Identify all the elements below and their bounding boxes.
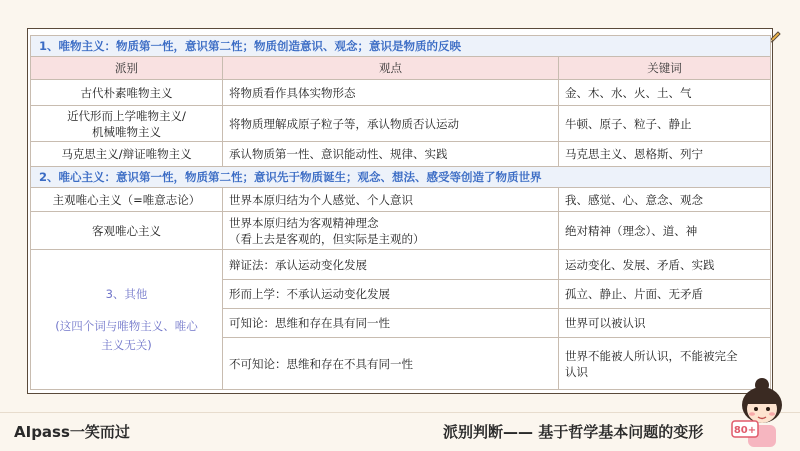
other-category-cell bbox=[31, 250, 223, 390]
view-line-2: （看上去是客观的，但实际是主观的） bbox=[229, 231, 425, 246]
philosophy-schools-table bbox=[30, 35, 771, 390]
school-cell: 主观唯心主义（=唯意志论） bbox=[31, 188, 223, 212]
table-row bbox=[31, 142, 771, 167]
view-cell bbox=[223, 212, 559, 250]
mascot-girl-icon bbox=[730, 375, 794, 447]
table-row bbox=[31, 80, 771, 106]
school-cell: 古代朴素唯物主义 bbox=[31, 80, 223, 106]
view-cell: 将物质理解成原子粒子等，承认物质否认运动 bbox=[223, 106, 559, 142]
keywords-line-1: 世界不能被人所认识，不能被完全 bbox=[565, 348, 738, 363]
table-row bbox=[31, 250, 771, 280]
keywords-cell: 孤立、静止、片面、无矛盾 bbox=[559, 280, 771, 309]
header-view: 观点 bbox=[223, 57, 559, 80]
table-row bbox=[31, 188, 771, 212]
keywords-cell: 金、木、水、火、土、气 bbox=[559, 80, 771, 106]
keywords-cell: 牛顿、原子、粒子、静止 bbox=[559, 106, 771, 142]
view-cell: 辩证法：承认运动变化发展 bbox=[223, 250, 559, 280]
section-materialism: 1、唯物主义：物质第一性，意识第二性；物质创造意识、观念；意识是物质的反映 bbox=[31, 36, 771, 57]
view-cell: 承认物质第一性、意识能动性、规律、实践 bbox=[223, 142, 559, 167]
view-cell: 将物质看作具体实物形态 bbox=[223, 80, 559, 106]
score-badge-text: 80+ bbox=[733, 425, 757, 436]
school-cell: 马克思主义/辩证唯物主义 bbox=[31, 142, 223, 167]
school-line-1: 近代形而上学唯物主义/ bbox=[67, 108, 186, 123]
view-line-1: 世界本原归结为客观精神理念 bbox=[229, 215, 379, 230]
view-cell: 世界本原归结为个人感觉、个人意识 bbox=[223, 188, 559, 212]
other-note-line-1: (这四个词与唯物主义、唯心 bbox=[55, 319, 198, 334]
keywords-cell: 世界可以被认识 bbox=[559, 309, 771, 338]
other-note-line-2: 主义无关) bbox=[101, 337, 152, 352]
school-cell: 客观唯心主义 bbox=[31, 212, 223, 250]
table-row bbox=[31, 212, 771, 250]
keywords-cell: 绝对精神（理念）、道、神 bbox=[559, 212, 771, 250]
view-cell: 不可知论：思维和存在不具有同一性 bbox=[223, 338, 559, 390]
school-line-2: 机械唯物主义 bbox=[92, 124, 161, 139]
brand-label: AIpass一笑而过 bbox=[14, 423, 130, 441]
slide-subtitle: 派别判断—— 基于哲学基本问题的变形 bbox=[443, 423, 704, 441]
section-idealism: 2、唯心主义：意识第一性，物质第二性；意识先于物质诞生；观念、想法、感受等创造了物质世界 bbox=[31, 167, 771, 188]
keywords-cell: 我、感觉、心、意念、观念 bbox=[559, 188, 771, 212]
table-row bbox=[31, 106, 771, 142]
school-cell bbox=[31, 106, 223, 142]
header-keywords: 关键词 bbox=[559, 57, 771, 80]
view-cell: 可知论：思维和存在具有同一性 bbox=[223, 309, 559, 338]
view-cell: 形而上学：不承认运动变化发展 bbox=[223, 280, 559, 309]
keywords-line-2: 认识 bbox=[565, 364, 588, 379]
other-title: 3、其他 bbox=[105, 286, 148, 301]
keywords-cell: 运动变化、发展、矛盾、实践 bbox=[559, 250, 771, 280]
keywords-cell: 马克思主义、恩格斯、列宁 bbox=[559, 142, 771, 167]
header-school: 派别 bbox=[31, 57, 223, 80]
